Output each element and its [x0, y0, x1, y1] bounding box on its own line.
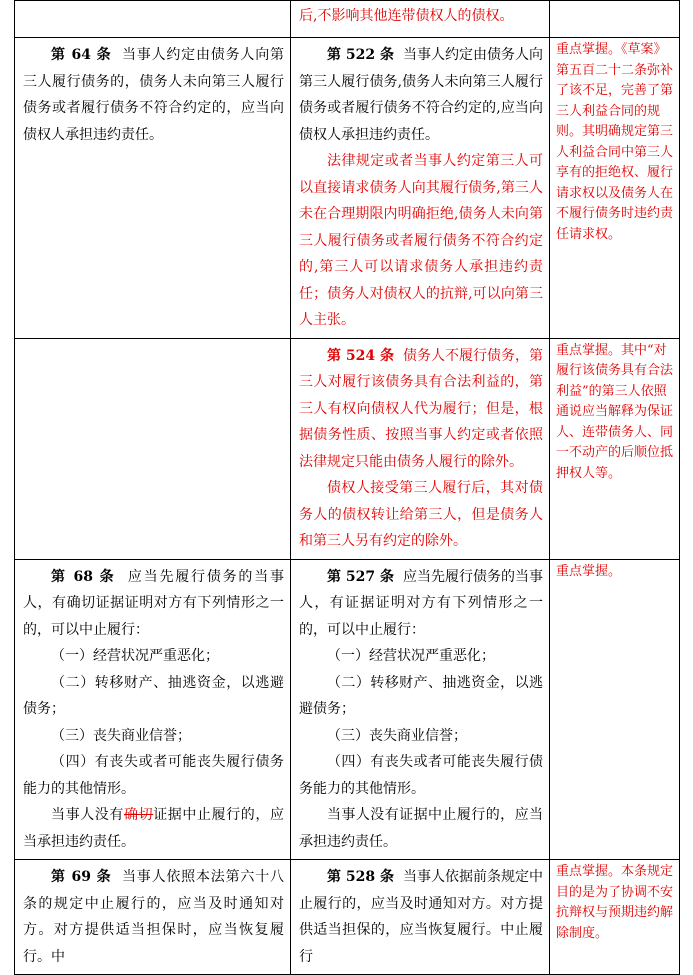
- deleted-text: 确切: [124, 807, 154, 823]
- new-law-cell: [291, 338, 550, 559]
- old-law-cell: [15, 1, 291, 38]
- note-cell: [550, 860, 680, 975]
- article-text: 债务人不履行债务，第三人对履行该债务具有合法利益的，第三人有权向债权人代为履行；但是，根据债务性质、按照当事人约定或者依照法律规定只能由债务人履行的除外。: [299, 347, 544, 470]
- note-cell: [550, 338, 680, 559]
- note-cell: [550, 1, 680, 38]
- new-law-cell: [291, 559, 550, 860]
- list-item: （一）经营状况严重恶化；: [51, 648, 219, 664]
- table-row: [15, 338, 680, 559]
- table-row: [15, 860, 680, 975]
- article-number: 第 524 条: [327, 347, 395, 364]
- note-text: 重点掌握。其中“对履行该债务具有合法利益”的第三人依照通说应当解释为保证人、连带债务人、同一不动产的后顺位抵押权人等。: [556, 342, 674, 481]
- old-law-cell: [15, 860, 291, 975]
- article-closing: 当事人没有证据中止履行的，应当承担违约责任。: [299, 807, 543, 850]
- closing-text: 证据中止履行的，应当承担违约责任。: [23, 807, 285, 850]
- note-text: 重点掌握。: [556, 563, 622, 579]
- new-law-cell: [291, 38, 550, 339]
- list-item: （一）经营状况严重恶化；: [327, 648, 495, 664]
- note-text: 重点掌握。《草案》第五百二十二条弥补了该不足，完善了第三人利益合同的规则。其明确规定第三人利益合同中第三人享有的拒绝权、履行请求权以及债务人在不履行债务时违约责任请求权。: [556, 42, 674, 242]
- article-number: 第 528 条: [327, 869, 395, 885]
- table-row: [15, 559, 680, 860]
- article-number: 第 64 条: [51, 47, 112, 63]
- closing-text: 当事人没有: [51, 807, 124, 823]
- list-item: （四）有丧失或者可能丧失履行债务能力的其他情形。: [299, 754, 543, 797]
- old-law-cell: [15, 559, 291, 860]
- article-paragraph: 债权人接受第三人履行后，其对债务人的债权转让给第三人，但是债务人和第三人另有约定的除外。: [299, 480, 543, 549]
- new-law-text: 后,不影响其他连带债权人的债权。: [299, 8, 514, 24]
- article-text: 应当先履行债务的当事人，有确切证据证明对方有下列情形之一的，可以中止履行：: [23, 568, 285, 638]
- article-text: 应当先履行债务的当事人，有证据证明对方有下列情形之一的，可以中止履行：: [299, 568, 544, 638]
- article-number: 第 68 条: [51, 568, 116, 585]
- article-number: 第 69 条: [51, 869, 112, 885]
- article-text: 当事人约定由债务人向第三人履行债务的，债务人未向第三人履行债务或者履行债务不符合约定的，应当向债权人承担违约责任。: [23, 47, 285, 143]
- list-item: （二）转移财产、抽逃资金，以逃避债务；: [299, 674, 543, 717]
- new-law-cell: [291, 860, 550, 975]
- list-item: （三）丧失商业信誉；: [327, 727, 467, 744]
- old-law-cell: [15, 338, 291, 559]
- article-text: 当事人依据前条规定中止履行的，应当及时通知对方。对方提供适当担保的，应当恢复履行。中止履行: [299, 869, 544, 965]
- note-cell: [550, 38, 680, 339]
- article-closing: [23, 802, 284, 855]
- article-text: 当事人依照本法第六十八条的规定中止履行的，应当及时通知对方。对方提供适当担保时，应当恢复履行。中: [23, 869, 285, 965]
- list-item: （三）丧失商业信誉；: [51, 727, 191, 744]
- article-number: 第 522 条: [327, 47, 395, 63]
- law-comparison-table: [14, 0, 680, 975]
- old-law-cell: [15, 38, 291, 339]
- article-number: 第 527 条: [327, 568, 395, 585]
- list-item: （四）有丧失或者可能丧失履行债务能力的其他情形。: [23, 754, 284, 797]
- note-cell: [550, 559, 680, 860]
- list-item: （二）转移财产、抽逃资金，以逃避债务；: [23, 674, 284, 717]
- note-text: 重点掌握。本条规定目的是为了协调不安抗辩权与预期违约解除制度。: [556, 864, 674, 941]
- new-law-cell: [291, 1, 550, 38]
- article-new-paragraph: 法律规定或者当事人约定第三人可以直接请求债务人向其履行债务,第三人未在合理期限内明确拒绝,债务人未向第三人履行债务或者履行债务不符合约定的,第三人可以请求债务人承担违约责任；债务人对债权人的抗辩,可以向第三人主张。: [299, 153, 543, 328]
- article-text: 当事人约定由债务人向第三人履行债务,债务人未向第三人履行债务或者履行债务不符合约定的,应当向债权人承担违约责任。: [299, 47, 544, 143]
- table-row: [15, 1, 680, 38]
- table-row: [15, 38, 680, 339]
